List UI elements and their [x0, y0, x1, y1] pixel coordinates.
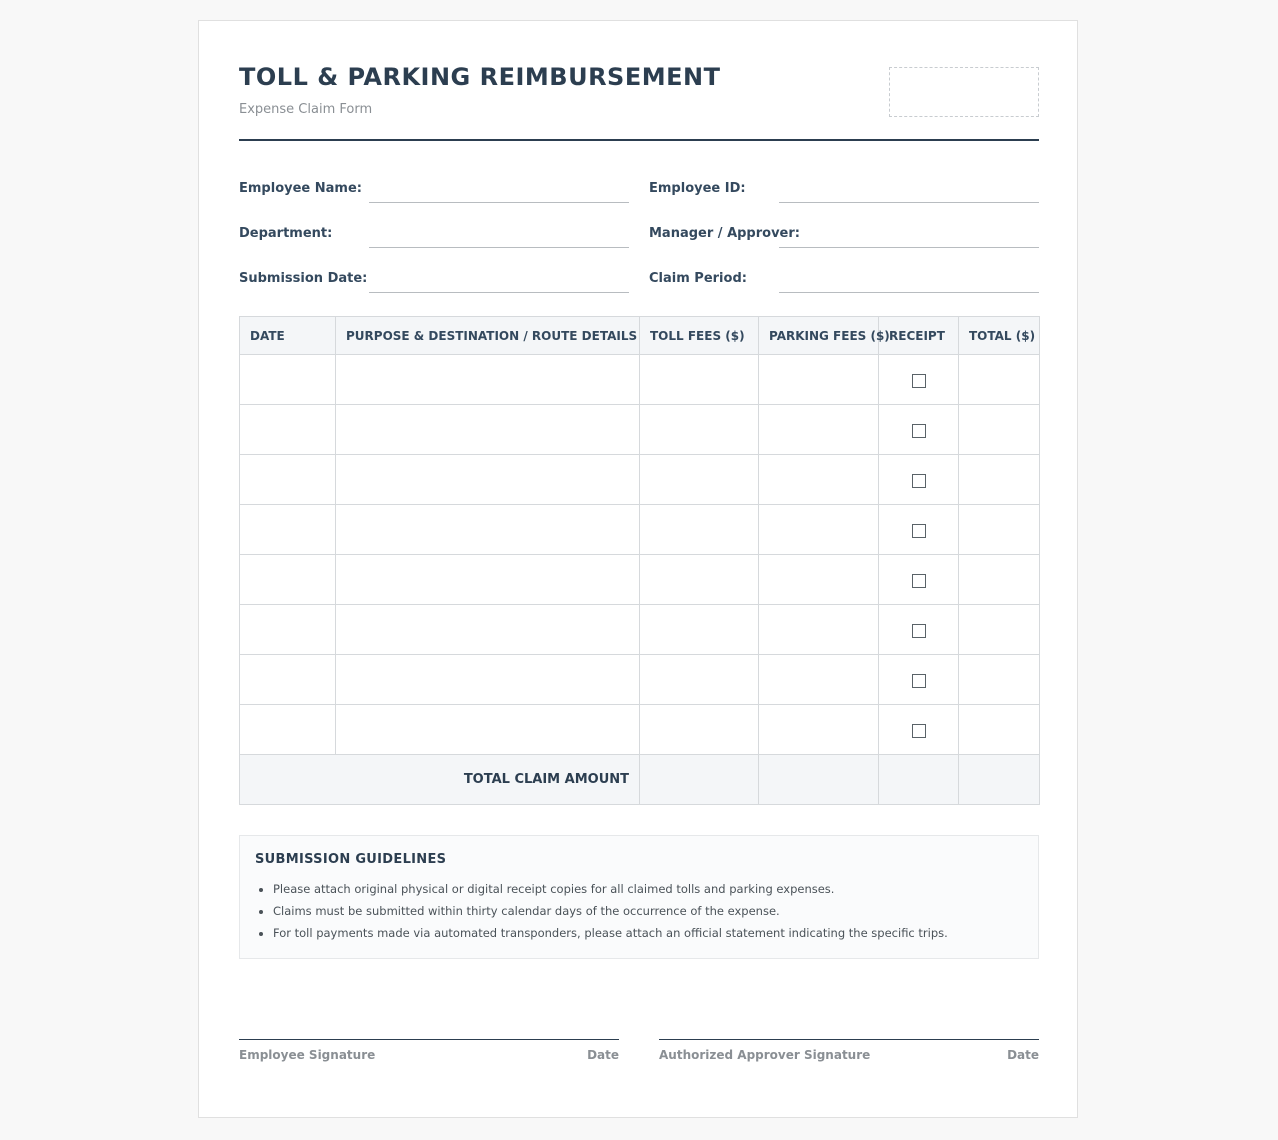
date-cell[interactable]	[240, 655, 336, 705]
date-cell[interactable]	[240, 705, 336, 755]
purpose-cell[interactable]	[336, 355, 640, 405]
date-cell[interactable]	[240, 405, 336, 455]
employee-signature-label: Employee Signature	[239, 1048, 376, 1062]
parking-fees-cell[interactable]	[759, 655, 879, 705]
total-cell[interactable]	[959, 455, 1040, 505]
manager-label: Manager / Approver:	[649, 226, 800, 241]
receipt-checkbox[interactable]	[912, 624, 926, 638]
table-row	[240, 705, 1040, 755]
guidelines-title: SUBMISSION GUIDELINES	[255, 852, 447, 867]
logo-placeholder	[889, 67, 1039, 117]
column-header-toll-fees: TOLL FEES ($)	[640, 317, 759, 355]
employee-id-field	[649, 174, 1039, 204]
receipt-cell	[879, 355, 959, 405]
total-cell[interactable]	[959, 605, 1040, 655]
submission-date-field	[239, 264, 629, 294]
approver-signature-line[interactable]	[659, 1039, 1039, 1040]
form-subtitle: Expense Claim Form	[239, 102, 373, 117]
department-label: Department:	[239, 226, 333, 241]
guideline-item: • Please attach original physical or digital receipt copies for all claimed tolls and parking expenses.	[273, 878, 1033, 900]
total-receipt-cell	[879, 755, 959, 805]
table-row	[240, 405, 1040, 455]
toll-fees-cell[interactable]	[640, 355, 759, 405]
column-header-parking-fees: PARKING FEES ($)	[759, 317, 879, 355]
form-title: TOLL & PARKING REIMBURSEMENT	[239, 63, 721, 91]
toll-fees-cell[interactable]	[640, 405, 759, 455]
receipt-cell	[879, 555, 959, 605]
employee-id-input-line[interactable]	[779, 202, 1039, 203]
date-cell[interactable]	[240, 355, 336, 405]
receipt-checkbox[interactable]	[912, 674, 926, 688]
receipt-checkbox[interactable]	[912, 524, 926, 538]
guidelines-list	[255, 878, 1033, 944]
receipt-checkbox[interactable]	[912, 424, 926, 438]
total-cell[interactable]	[959, 355, 1040, 405]
purpose-cell[interactable]	[336, 405, 640, 455]
total-cell[interactable]	[959, 555, 1040, 605]
toll-fees-cell[interactable]	[640, 655, 759, 705]
table-row	[240, 605, 1040, 655]
submission-date-label: Submission Date:	[239, 271, 368, 286]
total-cell[interactable]	[959, 655, 1040, 705]
claim-period-input-line[interactable]	[779, 292, 1039, 293]
approver-signature-date-label: Date	[1007, 1048, 1039, 1062]
header-divider	[239, 139, 1039, 141]
receipt-cell	[879, 655, 959, 705]
claim-period-field	[649, 264, 1039, 294]
receipt-cell	[879, 455, 959, 505]
employee-name-label: Employee Name:	[239, 181, 362, 196]
parking-fees-cell[interactable]	[759, 455, 879, 505]
receipt-checkbox[interactable]	[912, 574, 926, 588]
purpose-cell[interactable]	[336, 605, 640, 655]
date-cell[interactable]	[240, 455, 336, 505]
toll-fees-cell[interactable]	[640, 505, 759, 555]
total-cell[interactable]	[959, 505, 1040, 555]
claim-period-label: Claim Period:	[649, 271, 747, 286]
guideline-item: • Claims must be submitted within thirty calendar days of the occurrence of the expense.	[273, 900, 1033, 922]
employee-name-field	[239, 174, 629, 204]
form-page	[198, 20, 1078, 1118]
parking-fees-cell[interactable]	[759, 505, 879, 555]
purpose-cell[interactable]	[336, 705, 640, 755]
parking-fees-cell[interactable]	[759, 405, 879, 455]
receipt-checkbox[interactable]	[912, 724, 926, 738]
total-cell[interactable]	[959, 705, 1040, 755]
approver-signature-label: Authorized Approver Signature	[659, 1048, 871, 1062]
toll-fees-cell[interactable]	[640, 455, 759, 505]
guideline-item: • For toll payments made via automated transponders, please attach an official statement indicating the specific trips.	[273, 922, 1033, 944]
manager-field	[649, 219, 1039, 249]
table-body	[240, 355, 1040, 755]
employee-signature-date-label: Date	[587, 1048, 619, 1062]
purpose-cell[interactable]	[336, 655, 640, 705]
date-cell[interactable]	[240, 605, 336, 655]
receipt-checkbox[interactable]	[912, 474, 926, 488]
table-row	[240, 655, 1040, 705]
receipt-cell	[879, 605, 959, 655]
employee-id-label: Employee ID:	[649, 181, 746, 196]
parking-fees-cell[interactable]	[759, 705, 879, 755]
submission-guidelines	[239, 835, 1039, 959]
receipt-cell	[879, 505, 959, 555]
table-row	[240, 455, 1040, 505]
toll-fees-cell[interactable]	[640, 705, 759, 755]
department-field	[239, 219, 629, 249]
purpose-cell[interactable]	[336, 505, 640, 555]
table-row	[240, 505, 1040, 555]
toll-fees-cell[interactable]	[640, 605, 759, 655]
parking-fees-cell[interactable]	[759, 605, 879, 655]
employee-signature-line[interactable]	[239, 1039, 619, 1040]
toll-fees-cell[interactable]	[640, 555, 759, 605]
date-cell[interactable]	[240, 555, 336, 605]
total-amount-cell[interactable]	[959, 755, 1040, 805]
total-parking-cell[interactable]	[759, 755, 879, 805]
total-claim-label: TOTAL CLAIM AMOUNT	[240, 755, 640, 805]
receipt-cell	[879, 405, 959, 455]
receipt-cell	[879, 705, 959, 755]
total-toll-cell[interactable]	[640, 755, 759, 805]
total-row	[240, 755, 1040, 805]
table-header-row	[240, 317, 1040, 355]
table-row	[240, 555, 1040, 605]
column-header-date: DATE	[240, 317, 336, 355]
purpose-cell[interactable]	[336, 555, 640, 605]
table-row	[240, 355, 1040, 405]
employee-name-input-line[interactable]	[369, 202, 629, 203]
purpose-cell[interactable]	[336, 455, 640, 505]
manager-input-line[interactable]	[779, 247, 1039, 248]
expense-table	[239, 316, 1040, 805]
parking-fees-cell[interactable]	[759, 355, 879, 405]
department-input-line[interactable]	[369, 247, 629, 248]
submission-date-input-line[interactable]	[369, 292, 629, 293]
date-cell[interactable]	[240, 505, 336, 555]
column-header-receipt: RECEIPT	[879, 317, 959, 355]
total-cell[interactable]	[959, 405, 1040, 455]
receipt-checkbox[interactable]	[912, 374, 926, 388]
column-header-total: TOTAL ($)	[959, 317, 1040, 355]
column-header-purpose: PURPOSE & DESTINATION / ROUTE DETAILS	[336, 317, 640, 355]
parking-fees-cell[interactable]	[759, 555, 879, 605]
